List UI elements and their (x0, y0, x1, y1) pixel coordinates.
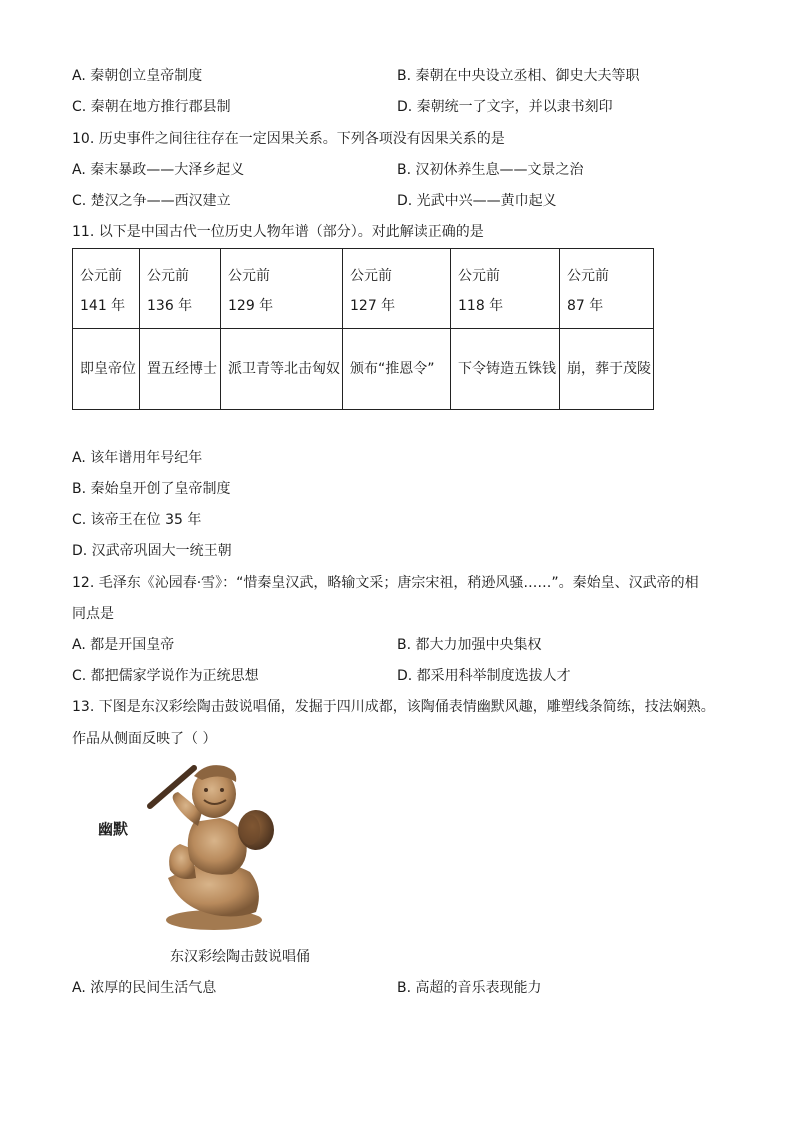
q12-stem-continued: 同点是 (72, 606, 114, 622)
q13-stem-continued: 作品从侧面反映了（ ） (72, 731, 217, 747)
table-cell-year: 公元前 141 年 (73, 249, 140, 329)
table-cell-year: 公元前 129 年 (221, 249, 343, 329)
table-cell-event: 崩，葬于茂陵 (560, 329, 654, 410)
q13-option-a: A. 浓厚的民间生活气息 (72, 980, 217, 996)
q13-option-b: B. 高超的音乐表现能力 (397, 980, 542, 996)
table-row-events (73, 329, 654, 410)
q9-option-c: C. 秦朝在地方推行郡县制 (72, 99, 231, 115)
q12-option-a: A. 都是开国皇帝 (72, 637, 175, 653)
table-cell-year: 公元前 87 年 (560, 249, 654, 329)
humor-label: 幽默 (98, 820, 129, 838)
table-cell-event: 颁布“推恩令” (343, 329, 451, 410)
q9-option-a: A. 秦朝创立皇帝制度 (72, 68, 203, 84)
q9-option-d: D. 秦朝统一了文字，并以隶书刻印 (397, 99, 613, 115)
pottery-figurine-figure (98, 760, 298, 935)
drummer-figurine-image (98, 760, 298, 935)
table-cell-year: 公元前 118 年 (451, 249, 560, 329)
q10-option-a: A. 秦末暴政——大泽乡起义 (72, 162, 245, 178)
figure-caption: 东汉彩绘陶击鼓说唱俑 (170, 949, 310, 965)
q12-option-c: C. 都把儒家学说作为正统思想 (72, 668, 259, 684)
q12-option-d: D. 都采用科举制度选拔人才 (397, 668, 571, 684)
q12-stem: 12. 毛泽东《沁园春·雪》：“惜秦皇汉武，略输文采；唐宗宋祖，稍逊风骚……”。秦始皇、汉武帝的相 (72, 575, 699, 591)
q10-option-c: C. 楚汉之争——西汉建立 (72, 193, 231, 209)
q11-option-a: A. 该年谱用年号纪年 (72, 450, 203, 466)
table-cell-event: 下令铸造五铢钱 (451, 329, 560, 410)
q11-option-d: D. 汉武帝巩固大一统王朝 (72, 543, 232, 559)
table-cell-year: 公元前 136 年 (140, 249, 221, 329)
q11-option-c: C. 该帝王在位 35 年 (72, 512, 202, 528)
chronology-table (72, 248, 654, 410)
table-cell-year: 公元前 127 年 (343, 249, 451, 329)
table-row-years (73, 249, 654, 329)
q11-option-b: B. 秦始皇开创了皇帝制度 (72, 481, 231, 497)
table-cell-event: 即皇帝位 (73, 329, 140, 410)
q13-stem: 13. 下图是东汉彩绘陶击鼓说唱俑，发掘于四川成都，该陶俑表情幽默风趣，雕塑线条简练，技法娴熟。 (72, 699, 715, 715)
q12-option-b: B. 都大力加强中央集权 (397, 637, 542, 653)
q11-stem: 11. 以下是中国古代一位历史人物年谱（部分）。对此解读正确的是 (72, 224, 484, 240)
q10-option-d: D. 光武中兴——黄巾起义 (397, 193, 557, 209)
table-cell-event: 置五经博士 (140, 329, 221, 410)
table-cell-event: 派卫青等北击匈奴 (221, 329, 343, 410)
q9-option-b: B. 秦朝在中央设立丞相、御史大夫等职 (397, 68, 640, 84)
q10-option-b: B. 汉初休养生息——文景之治 (397, 162, 584, 178)
q10-stem: 10. 历史事件之间往往存在一定因果关系。下列各项没有因果关系的是 (72, 131, 505, 147)
